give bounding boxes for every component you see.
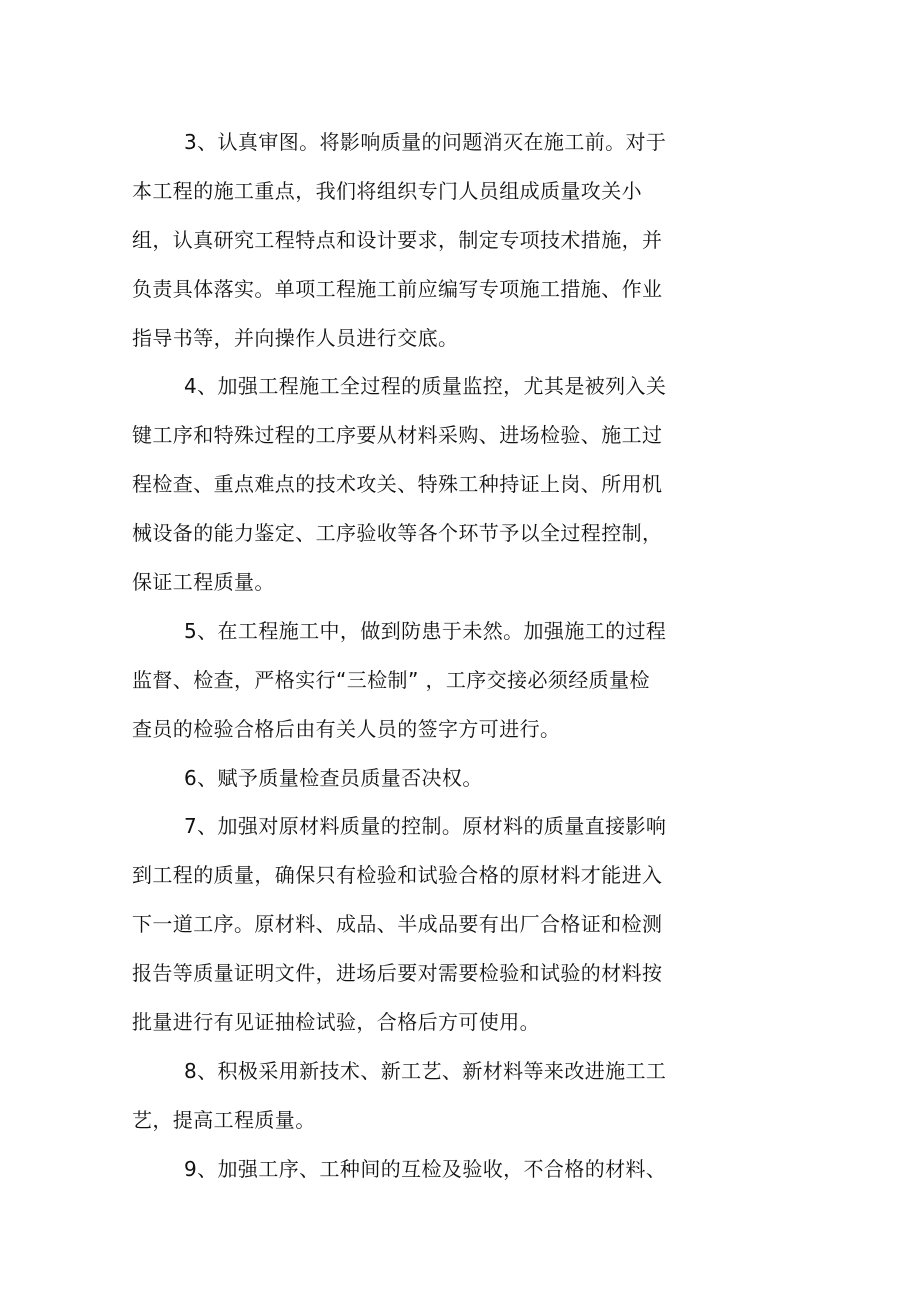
text-line: 6、赋予质量检查员质量否决权。 — [184, 765, 483, 790]
text-line: 8、积极采用新技术、新工艺、新材料等来改进施工工 — [184, 1058, 667, 1083]
text-line: 保证工程质量。 — [132, 570, 275, 595]
text-line: 到工程的质量，确保只有检验和试验合格的原材料才能进入 — [132, 863, 663, 888]
text-line: 3、认真审图。将影响质量的问题消灭在施工前。对于 — [184, 130, 667, 154]
text-line: 监督、检查，严格实行“三检制” ，工序交接必须经质量检 — [132, 667, 650, 692]
paragraph-9 — [132, 1145, 694, 1194]
paragraph-6 — [132, 754, 694, 803]
paragraph-8 — [132, 1047, 694, 1145]
text-line: 程检查、重点难点的技术攻关、特殊工种持证上岗、所用机 — [132, 472, 663, 497]
text-line: 批量进行有见证抽检试验，合格后方可使用。 — [132, 1010, 540, 1035]
paragraph-4 — [132, 362, 694, 606]
paragraph-5 — [132, 607, 694, 754]
document-body — [132, 118, 694, 1194]
text-line: 下一道工序。原材料、成品、半成品要有出厂合格证和检测 — [132, 912, 663, 937]
text-line: 键工序和特殊过程的工序要从材料采购、进场检验、施工过 — [132, 423, 663, 448]
paragraph-7 — [132, 802, 694, 1046]
text-line: 4、加强工程施工全过程的质量监控，尤其是被列入关 — [184, 374, 667, 399]
text-line: 负责具体落实。单项工程施工前应编写专项施工措施、作业 — [132, 276, 663, 301]
text-line: 9、加强工序、工种间的互检及验收，不合格的材料、 — [184, 1156, 667, 1181]
text-line: 7、加强对原材料质量的控制。原材料的质量直接影响 — [184, 814, 667, 839]
text-line: 组，认真研究工程特点和设计要求，制定专项技术措施，并 — [132, 227, 663, 252]
text-line: 查员的检验合格后由有关人员的签字方可进行。 — [132, 716, 561, 741]
text-line: 本工程的施工重点，我们将组织专门人员组成质量攻关小 — [132, 178, 642, 203]
paragraph-3 — [132, 118, 694, 362]
text-line: 械设备的能力鉴定、工序验收等各个环节予以全过程控制， — [132, 521, 663, 546]
text-line: 指导书等，并向操作人员进行交底。 — [132, 325, 459, 350]
text-line: 艺，提高工程质量。 — [132, 1107, 316, 1132]
text-line: 5、在工程施工中，做到防患于未然。加强施工的过程 — [184, 618, 667, 643]
text-line: 报告等质量证明文件，进场后要对需要检验和试验的材料按 — [132, 961, 663, 986]
